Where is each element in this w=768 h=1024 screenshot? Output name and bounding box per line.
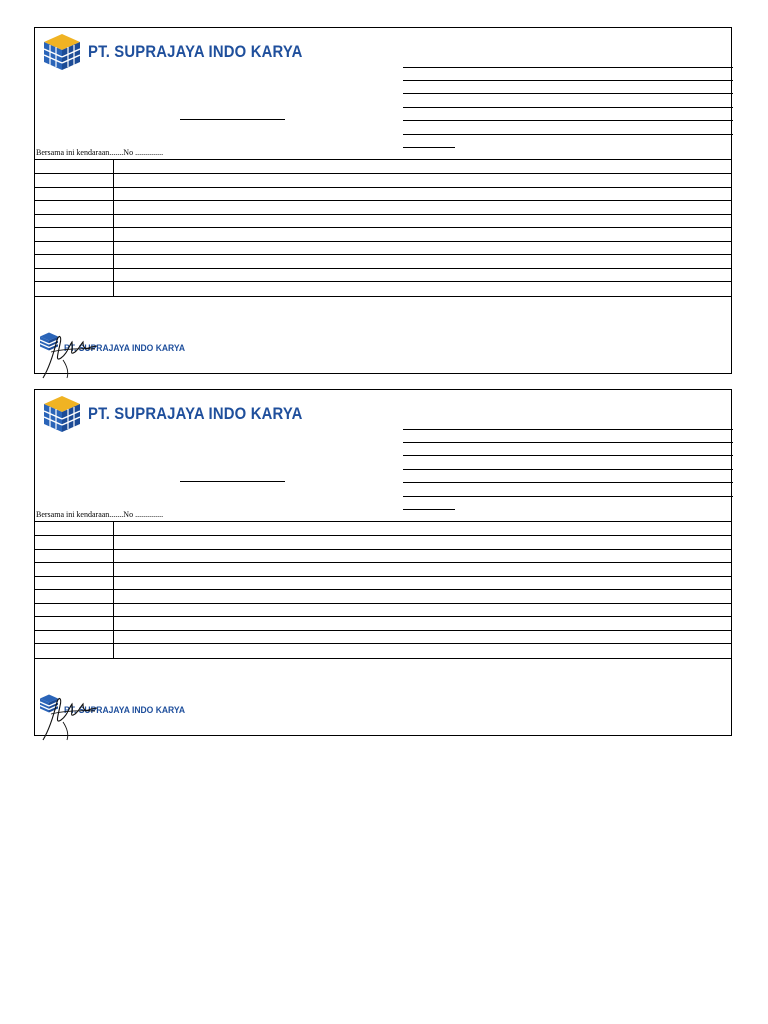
company-name: PT. SUPRAJAYA INDO KARYA [88, 405, 303, 423]
table-row [35, 630, 731, 631]
stamp-company-name: PT. SUPRAJAYA INDO KARYA [64, 343, 186, 354]
table-row [35, 227, 731, 228]
intro-text: Bersama ini kendaraan.......No .............. [36, 510, 164, 519]
table-row [35, 187, 731, 188]
table-row [35, 589, 731, 590]
table-row [35, 254, 731, 255]
table-row [35, 576, 731, 577]
table-row [35, 616, 731, 617]
header-field-line [403, 93, 733, 94]
header-field-short-line [403, 509, 455, 510]
cube-stack-logo-icon [42, 395, 82, 433]
header-field-line [403, 496, 733, 497]
table-row [35, 200, 731, 201]
header-field-line [403, 482, 733, 483]
header-field-line [403, 455, 733, 456]
table-row [35, 643, 731, 644]
document-title-underline [180, 119, 285, 120]
header-field-line [403, 429, 733, 430]
header-field-line [403, 80, 733, 81]
table-column-divider [113, 160, 114, 296]
company-logo [42, 33, 302, 69]
signature-stamp [39, 685, 189, 730]
header-field-line [403, 107, 733, 108]
header-field-line [403, 134, 733, 135]
table-row [35, 549, 731, 550]
table-row [35, 281, 731, 282]
stamp-company-name: PT. SUPRAJAYA INDO KARYA [64, 705, 186, 716]
document-title-underline [180, 481, 285, 482]
handwritten-signature [39, 694, 99, 742]
delivery-form-2 [34, 389, 732, 736]
item-table [35, 159, 731, 297]
item-table [35, 521, 731, 659]
table-row [35, 214, 731, 215]
table-row [35, 535, 731, 536]
table-row [35, 562, 731, 563]
header-field-short-line [403, 147, 455, 148]
header-field-line [403, 120, 733, 121]
table-row [35, 268, 731, 269]
signature-stamp [39, 323, 189, 368]
table-row [35, 173, 731, 174]
header-field-line [403, 67, 733, 68]
table-row [35, 603, 731, 604]
company-logo [42, 395, 302, 431]
delivery-form-1 [34, 27, 732, 374]
cube-stack-logo-icon [42, 33, 82, 71]
header-field-line [403, 469, 733, 470]
handwritten-signature [39, 332, 99, 380]
table-column-divider [113, 522, 114, 658]
table-row [35, 241, 731, 242]
header-field-line [403, 442, 733, 443]
company-name: PT. SUPRAJAYA INDO KARYA [88, 43, 303, 61]
intro-text: Bersama ini kendaraan.......No .............. [36, 148, 164, 157]
